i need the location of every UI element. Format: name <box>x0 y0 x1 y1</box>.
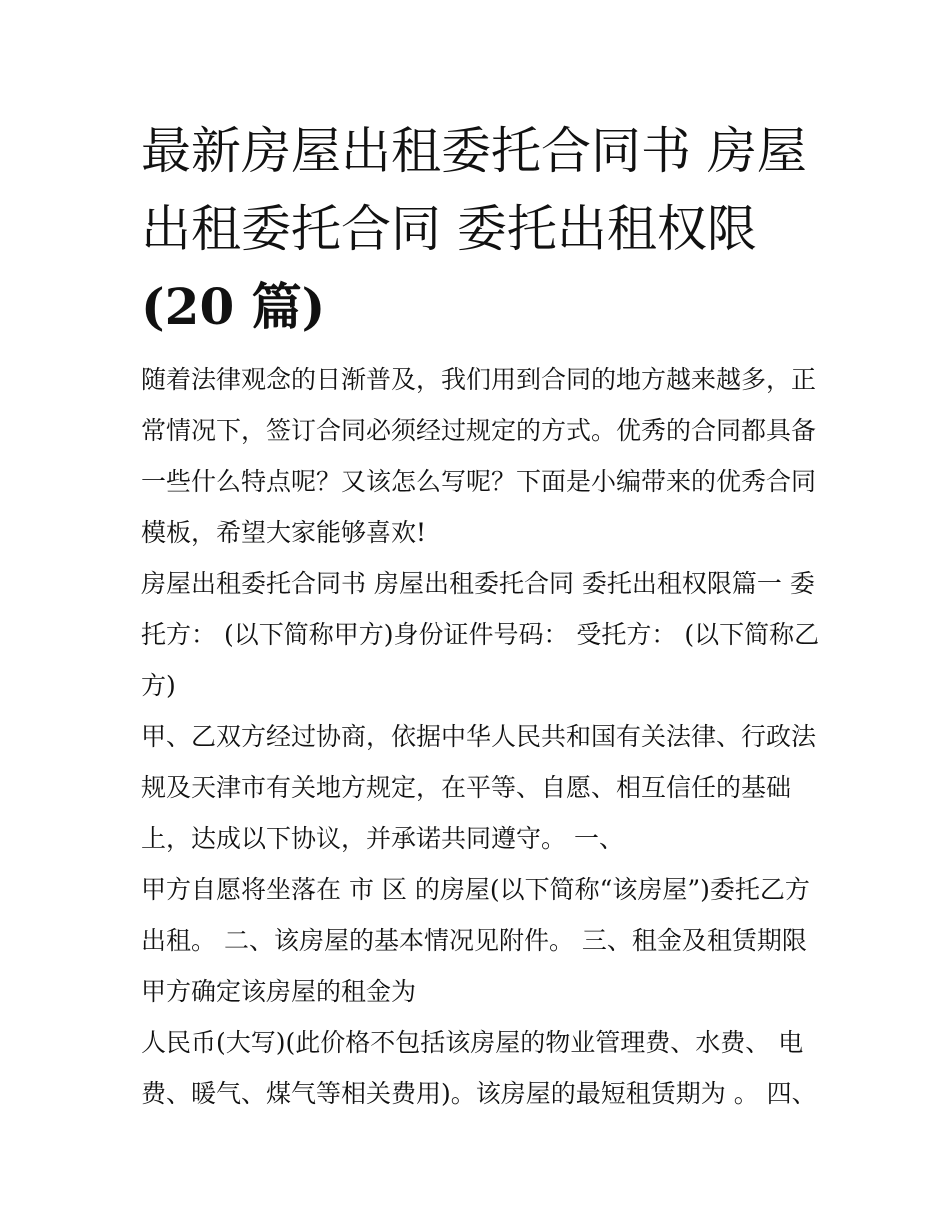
body-line: 模板，希望大家能够喜欢! <box>141 518 427 547</box>
title-line-3: (20 篇) <box>141 277 326 336</box>
body-line: 甲、乙双方经过协商，依据中华人民共和国有关法律、行政法 <box>141 722 817 751</box>
body-line: 常情况下，签订合同必须经过规定的方式。优秀的合同都具备 <box>141 416 817 445</box>
body-line: 人民币(大写)(此价格不包括该房屋的物业管理费、水费、 电 <box>141 1028 804 1057</box>
body-line: 甲方确定该房屋的租金为 <box>141 977 417 1006</box>
document-title <box>141 112 821 346</box>
body-line: 上，达成以下协议，并承诺共同遵守。 一、 <box>141 824 624 853</box>
body-line: 房屋出租委托合同书 房屋出租委托合同 委托出租权限篇一 委 <box>141 569 815 598</box>
body-line: 一些什么特点呢？又该怎么写呢？下面是小编带来的优秀合同 <box>141 467 817 496</box>
body-line: 规及天津市有关地方规定，在平等、自愿、相互信任的基础 <box>141 773 792 802</box>
body-line: 随着法律观念的日渐普及，我们用到合同的地方越来越多，正 <box>141 365 817 394</box>
title-line-2: 出租委托合同 委托出租权限 <box>141 200 757 258</box>
title-line-1: 最新房屋出租委托合同书 房屋 <box>141 122 807 180</box>
body-line: 出租。 二、该房屋的基本情况见附件。 三、租金及租赁期限 <box>141 926 807 955</box>
body-line: 甲方自愿将坐落在 市 区 的房屋(以下简称“该房屋”)委托乙方 <box>141 875 810 904</box>
document-body <box>141 354 821 1119</box>
body-line: 方) <box>141 671 176 700</box>
body-line: 托方： (以下简称甲方)身份证件号码： 受托方： (以下简称乙 <box>141 620 820 649</box>
body-line: 费、暖气、煤气等相关费用)。该房屋的最短租赁期为 。 四、 <box>141 1079 817 1108</box>
